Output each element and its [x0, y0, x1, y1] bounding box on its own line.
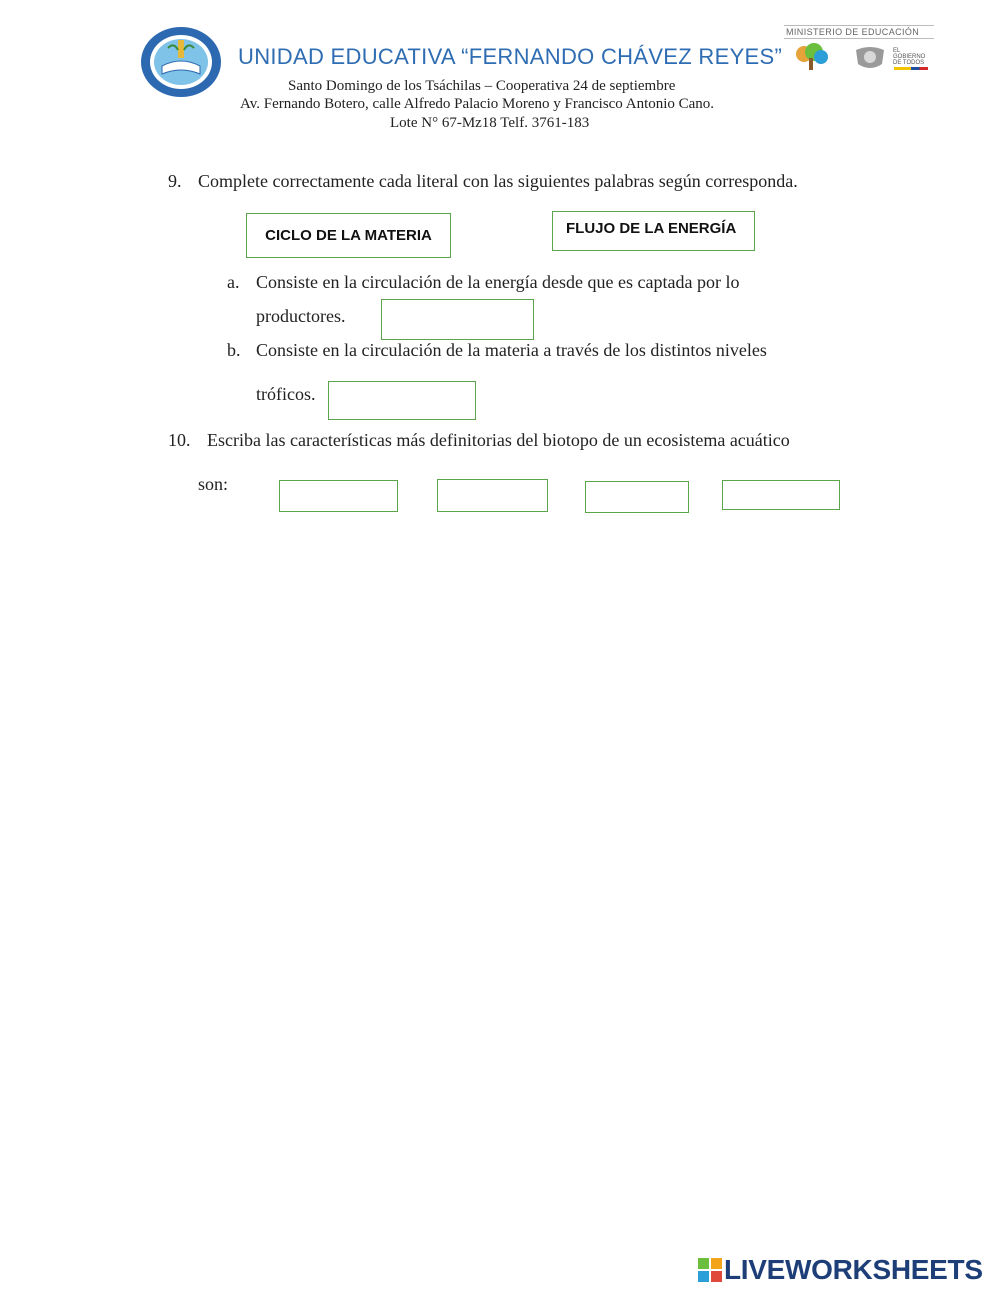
item-a-line-1: Consiste en la circulación de la energía desde que es captada por lo: [256, 272, 740, 292]
item-b-line-1: Consiste en la circulación de la materia a través de los distintos niveles: [256, 340, 767, 360]
government-label-line-3: DE TODOS: [893, 60, 925, 66]
q10-answer-input-3[interactable]: [585, 481, 689, 513]
item-a-letter: a.: [227, 272, 240, 292]
government-label-line-2: GOBIERNO: [893, 54, 926, 60]
item-a-line-2: productores.: [256, 306, 346, 326]
question-10-label: son:: [198, 474, 229, 494]
address-line-2: Av. Fernando Botero, calle Alfredo Palacio Moreno y Francisco Antonio Cano.: [240, 96, 715, 112]
q10-answer-input-2[interactable]: [437, 479, 548, 512]
item-a-answer-input[interactable]: [381, 299, 534, 340]
question-10-number: 10.: [168, 430, 191, 450]
item-b-letter: b.: [227, 340, 241, 360]
liveworksheets-brand: LIVEWORKSHEETS: [724, 1254, 983, 1285]
tree-logo: [788, 42, 834, 72]
ministry-label: MINISTERIO DE EDUCACIÓN: [786, 27, 920, 37]
question-10-text: Escriba las características más definitorias del biotopo de un ecosistema acuático: [207, 430, 790, 450]
q10-answer-input-1[interactable]: [279, 480, 398, 512]
school-logo: [140, 26, 222, 98]
item-b-line-2: tróficos.: [256, 384, 316, 404]
government-label-line-1: EL: [893, 48, 901, 54]
question-9-text: Complete correctamente cada literal con las siguientes palabras según corresponda.: [198, 171, 798, 191]
coat-of-arms-logo: [853, 44, 887, 72]
government-flag-stripe: [894, 67, 928, 70]
school-name: UNIDAD EDUCATIVA “FERNANDO CHÁVEZ REYES”: [238, 44, 783, 69]
item-b-answer-input[interactable]: [328, 381, 476, 420]
question-9-number: 9.: [168, 171, 182, 191]
word-bank-flujo-energia[interactable]: FLUJO DE LA ENERGÍA: [552, 211, 755, 251]
ministry-header-line: [784, 25, 934, 26]
word-bank-ciclo-materia[interactable]: CICLO DE LA MATERIA: [246, 213, 451, 258]
liveworksheets-logo-icon: [698, 1258, 722, 1282]
ministry-header-line-bottom: [784, 38, 934, 39]
q10-answer-input-4[interactable]: [722, 480, 840, 510]
address-line-1: Santo Domingo de los Tsáchilas – Cooperativa 24 de septiembre: [288, 78, 676, 94]
government-label: [893, 48, 925, 66]
address-line-3: Lote N° 67-Mz18 Telf. 3761-183: [390, 115, 590, 131]
